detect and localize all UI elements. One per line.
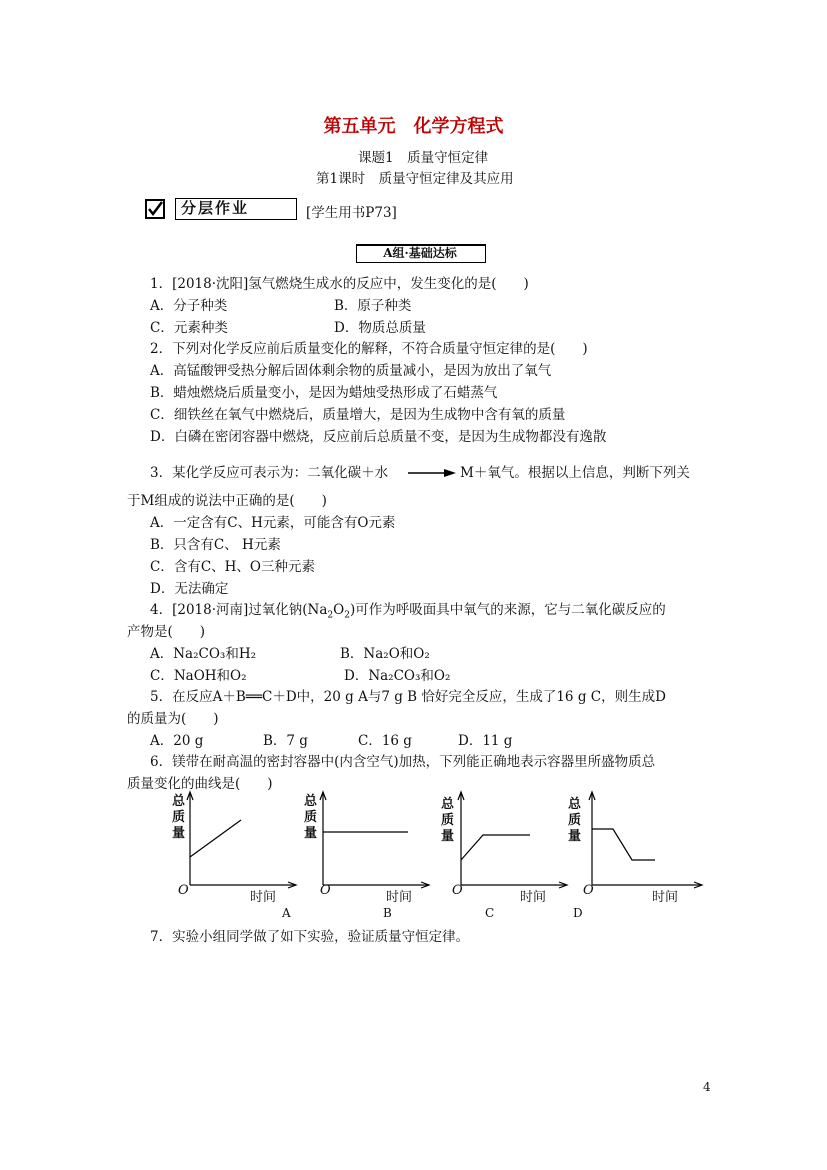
q5-option-b: B．7 g: [263, 733, 308, 749]
q7-stem: 7．实验小组同学做了如下实验，验证质量守恒定律。: [150, 929, 470, 945]
unit-title: 第五单元 化学方程式: [323, 116, 504, 137]
graph-b-panel-label: B: [383, 906, 392, 920]
q5-option-a: A．20 g: [150, 733, 204, 749]
q5-stem-part2: 的质量为( ): [127, 711, 219, 727]
graph-a-ylabel-3: 量: [172, 826, 186, 841]
reaction-arrow-icon: [406, 466, 458, 480]
graph-c-origin: O: [452, 883, 463, 898]
graph-b-origin: O: [320, 883, 331, 898]
q3-option-b: B．只含有C、 H元素: [150, 537, 281, 553]
graph-b-ylabel-3: 量: [304, 826, 318, 841]
q3-stem-part1: 3．某化学反应可表示为：二氧化碳＋水: [150, 465, 389, 481]
graph-a: [180, 790, 300, 890]
q1-option-b: B．原子种类: [334, 298, 412, 314]
graph-b-ylabel-2: 质: [304, 810, 318, 825]
q4-stem-text-c: )可作为呼吸面具中氧气的来源，它与二氧化碳反应的: [349, 602, 666, 618]
graph-d-ylabel-1: 总: [568, 797, 582, 812]
graph-d-xlabel: 时间: [652, 890, 679, 905]
graph-b-xlabel: 时间: [386, 890, 413, 905]
graph-c-ylabel-2: 质: [441, 813, 455, 828]
lesson-title: 课题1 质量守恒定律: [358, 150, 489, 166]
graph-a-origin: O: [178, 883, 189, 898]
graph-c-panel-label: C: [485, 906, 495, 920]
q6-stem-part1: 6．镁带在耐高温的密封容器中(内含空气)加热，下列能正确地表示容器里所盛物质总: [150, 754, 656, 770]
q5-stem-part1: 5．在反应A＋B══C＋D中，20 g A与7 g B 恰好完全反应，生成了16 g C，则生成D: [150, 689, 666, 705]
graph-d-ylabel-2: 质: [568, 813, 582, 828]
checkbox-icon: [145, 199, 165, 219]
q1-stem: 1．[2018·沈阳]氢气燃烧生成水的反应中，发生变化的是( ): [150, 276, 529, 292]
graph-c-xlabel: 时间: [520, 890, 547, 905]
q4-stem-text-b: O: [333, 602, 345, 618]
graph-a-xlabel: 时间: [250, 890, 277, 905]
q5-option-d: D．11 g: [458, 733, 513, 749]
q1-option-d: D．物质总质量: [334, 320, 426, 336]
badge-label: 分层作业: [181, 199, 250, 217]
graph-c-ylabel-1: 总: [441, 797, 455, 812]
q2-option-b: B．蜡烛燃烧后质量变小，是因为蜡烛受热形成了石蜡蒸气: [150, 385, 498, 401]
q4-option-b: B．Na₂O和O₂: [340, 646, 430, 662]
graph-d-panel-label: D: [573, 906, 583, 920]
q2-stem: 2．下列对化学反应前后质量变化的解释，不符合质量守恒定律的是( ): [150, 341, 588, 357]
graph-c-curve: [461, 835, 530, 860]
q3-stem-part3: 于M组成的说法中正确的是( ): [127, 493, 327, 509]
q4-stem-part2: 产物是( ): [127, 624, 206, 640]
graph-d-curve: [592, 829, 655, 860]
q3-stem-part2: M＋氧气。根据以上信息，判断下列关: [460, 465, 690, 481]
q3-option-a: A．一定含有C、H元素，可能含有O元素: [150, 515, 396, 531]
q4-option-a: A．Na₂CO₃和H₂: [150, 646, 257, 662]
q4-stem-part1: 4．[2018·河南]过氧化钠$(Na_2O_2)$可作为呼吸面具中氧气的来源，它与二氧化碳反应的: [150, 602, 666, 621]
q4-option-c: C．NaOH和O₂: [150, 668, 247, 684]
q6-stem-part2: 质量变化的曲线是( ): [127, 776, 273, 792]
graph-b: [313, 790, 433, 890]
graph-a-ylabel-1: 总: [172, 794, 186, 809]
q1-option-a: A．分子种类: [150, 298, 228, 314]
q2-option-d: D．白磷在密闭容器中燃烧，反应前后总质量不变，是因为生成物都没有逸散: [150, 429, 607, 445]
q4-stem-text-a: 4．[2018·河南]过氧化钠(Na: [150, 602, 328, 618]
graph-c-ylabel-3: 量: [441, 829, 455, 844]
q2-option-c: C．细铁丝在氧气中燃烧后，质量增大，是因为生成物中含有氧的质量: [150, 407, 566, 423]
graph-d-ylabel-3: 量: [568, 829, 582, 844]
q4-option-d: D．Na₂CO₃和O₂: [344, 668, 451, 684]
graph-d-origin: O: [583, 883, 594, 898]
q5-option-c: C．16 g: [358, 733, 412, 749]
page-number: 4: [703, 1080, 711, 1094]
graph-c: [451, 790, 571, 890]
period-title: 第1课时 质量守恒定律及其应用: [316, 171, 514, 187]
book-reference: [学生用书P73]: [306, 205, 397, 221]
graph-a-panel-label: A: [282, 906, 291, 920]
q3-option-d: D．无法确定: [150, 581, 229, 597]
q3-option-c: C．含有C、H、O三种元素: [150, 559, 315, 575]
graph-b-ylabel-1: 总: [304, 794, 318, 809]
group-label: A组·基础达标: [383, 246, 457, 260]
graph-a-ylabel-2: 质: [172, 810, 186, 825]
graph-d: [582, 790, 706, 890]
q1-option-c: C．元素种类: [150, 320, 228, 336]
graph-d-ylabel: [568, 797, 582, 845]
q2-option-a: A．高锰酸钾受热分解后固体剩余物的质量减小，是因为放出了氧气: [150, 363, 552, 379]
graph-a-curve: [190, 820, 241, 857]
